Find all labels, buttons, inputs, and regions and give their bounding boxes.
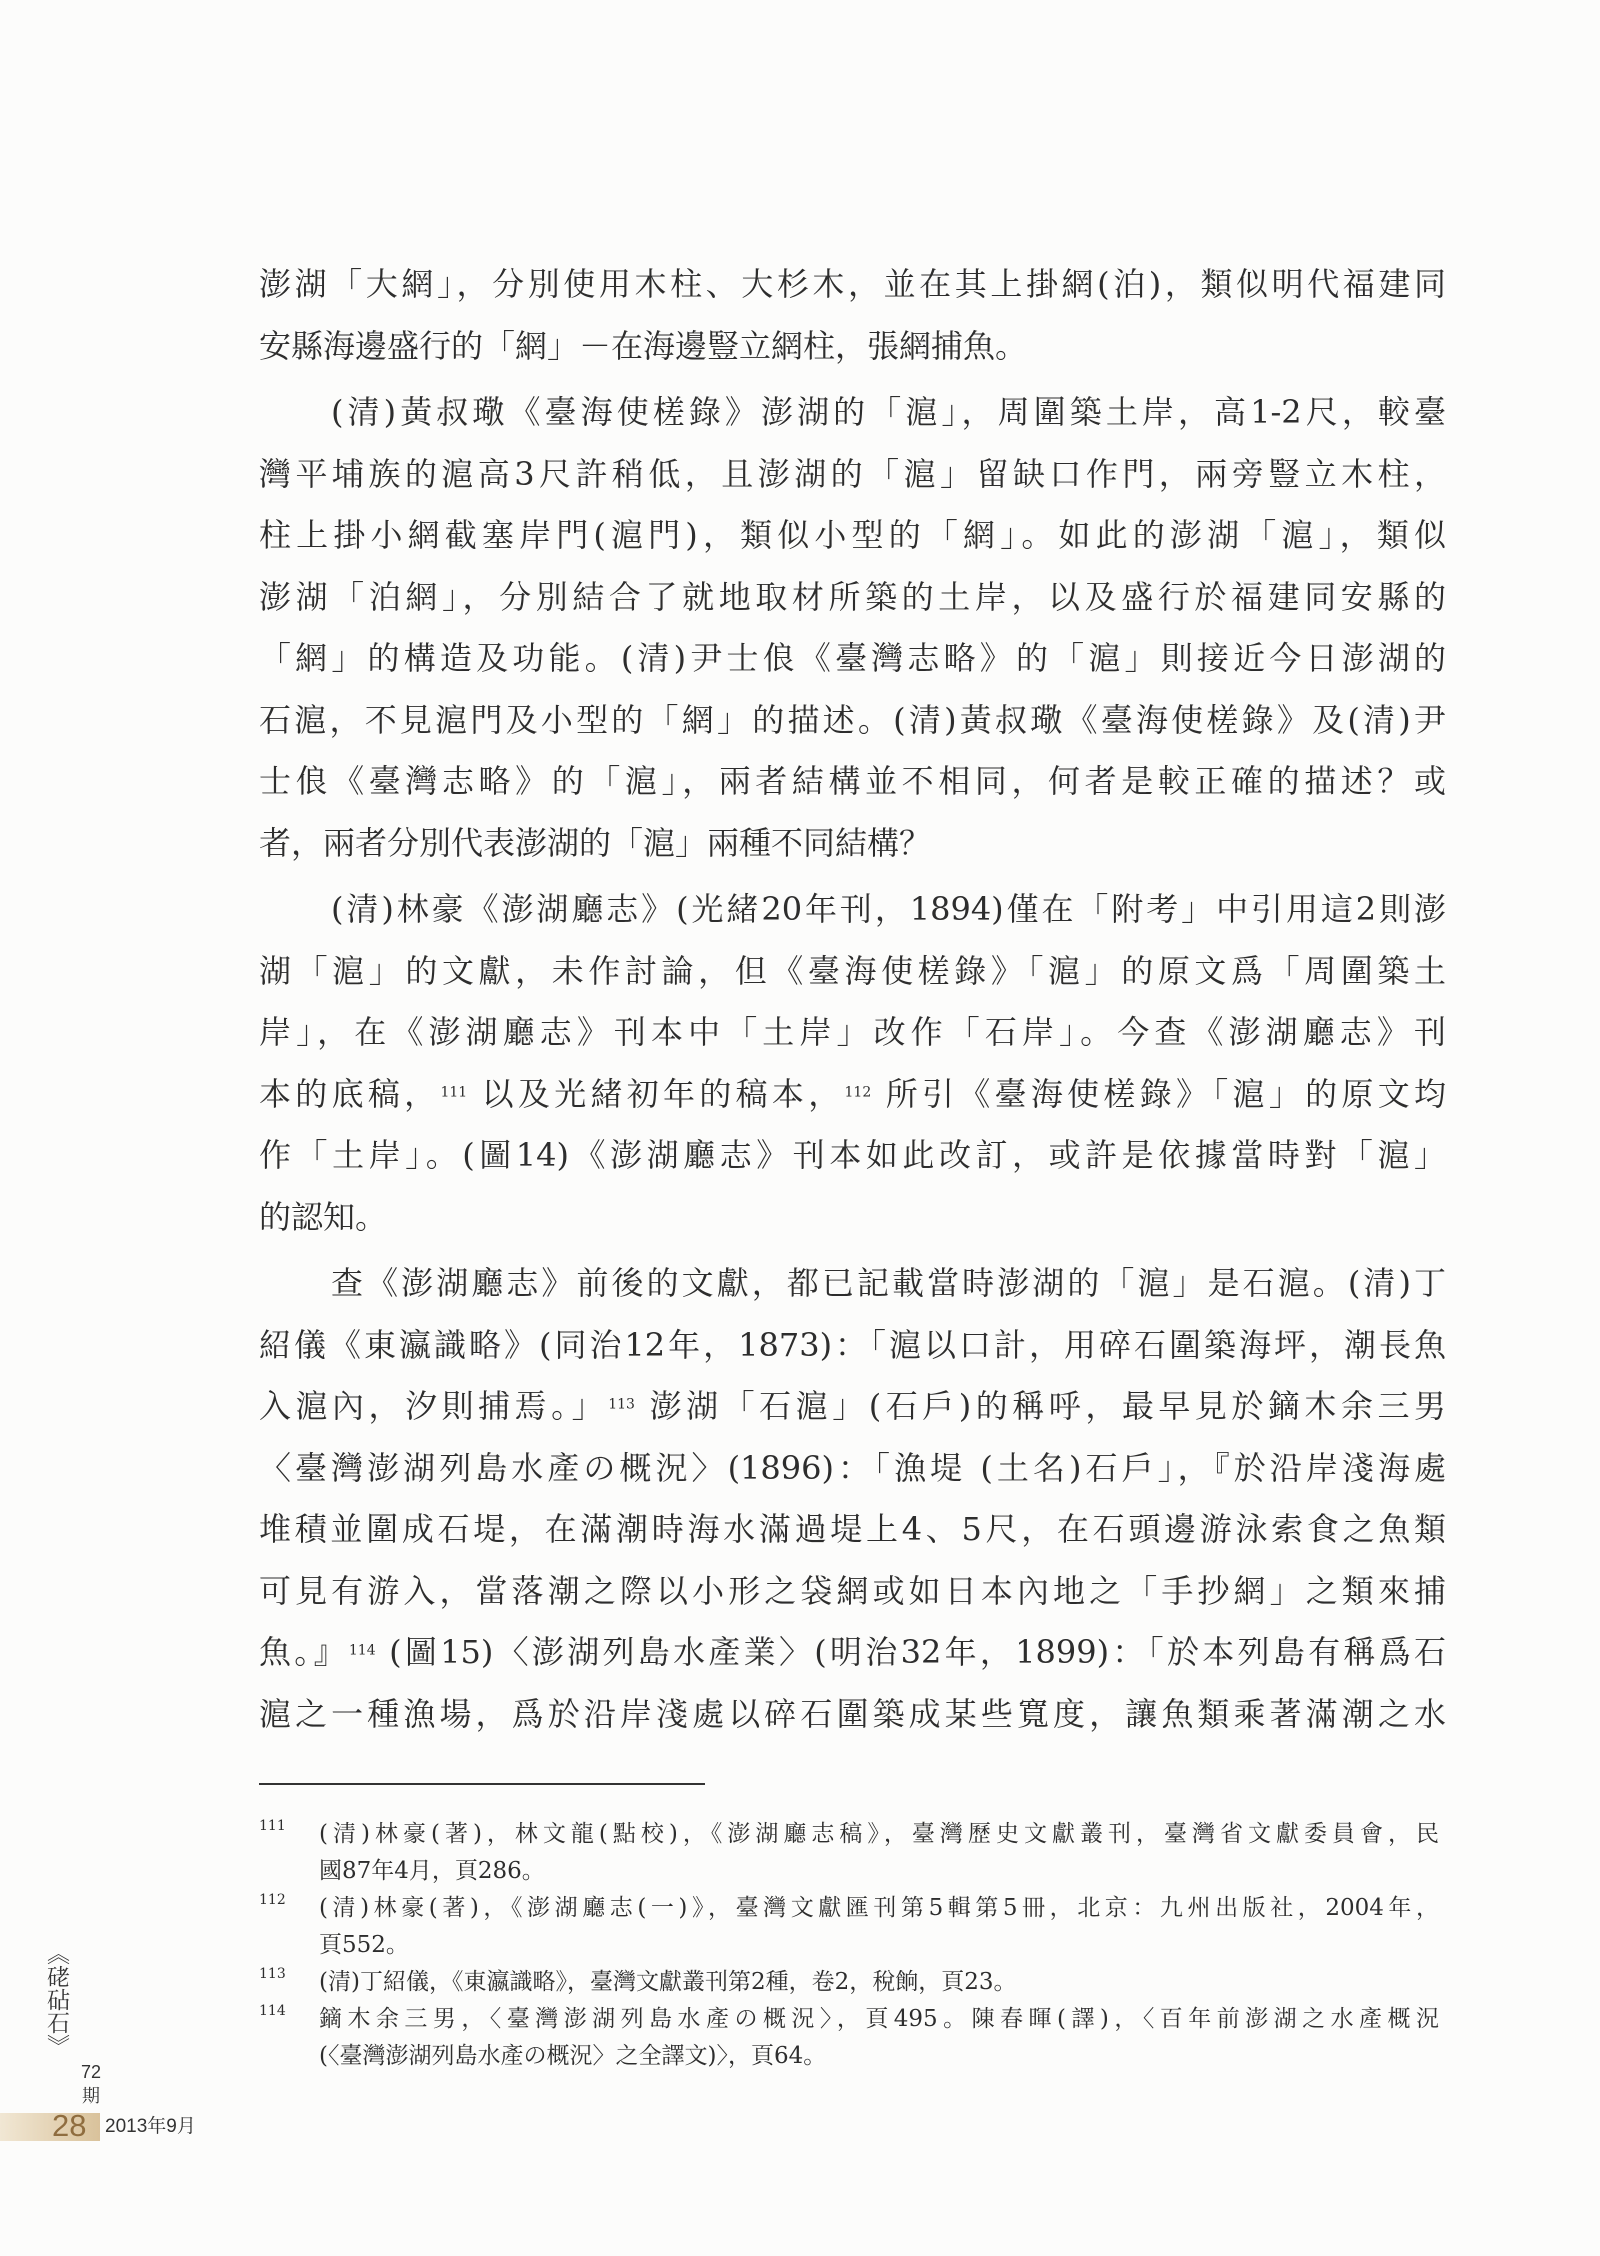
footnote <box>259 1964 1439 2001</box>
footnote-line: 國87年4月，頁286。 <box>319 1858 545 1884</box>
footnote-reference: 114 <box>348 1642 376 1659</box>
text-line: 的認知。 <box>259 1197 388 1236</box>
footnotes <box>259 1816 1439 2075</box>
text-line: 者，兩者分別代表澎湖的「滬」兩種不同結構？ <box>259 823 932 862</box>
text-line: 柱上掛小網截塞岸門(滬門)，類似小型的「網」。如此的澎湖「滬」，類似 <box>259 516 1446 554</box>
text-line: 紹儀《東瀛識略》(同治12年，1873)：「滬以口計，用碎石圍築海坪，潮長魚 <box>259 1325 1446 1364</box>
footnote <box>259 2001 1439 2075</box>
text-segment: 以及光緒初年的稿本， <box>467 1074 845 1113</box>
body-text <box>259 254 1446 1745</box>
footnote-reference: 111 <box>440 1084 468 1101</box>
text-line <box>259 1622 1446 1684</box>
footnote-line: (清)林豪(著)，林文龍(點校)，《澎湖廳志稿》，臺灣歷史文獻叢刊，臺灣省文獻委員會，民 <box>319 1821 1439 1847</box>
text-line: 岸」，在《澎湖廳志》刊本中「土岸」改作「石岸」。今查《澎湖廳志》刊 <box>259 1013 1446 1051</box>
footnote-divider <box>259 1783 705 1785</box>
footnote <box>259 1890 1439 1964</box>
text-line: 石滬，不見滬門及小型的「網」的描述。(清)黃叔璥《臺海使槎錄》及(清)尹 <box>259 700 1446 739</box>
footnote-line: (清)丁紹儀，《東瀛識略》，臺灣文獻叢刊第2種，卷2，稅餉，頁23。 <box>319 1969 1017 1995</box>
text-line: (清)林豪《澎湖廳志》(光緒20年刊，1894)僅在「附考」中引用這2則澎 <box>331 890 1446 928</box>
footnote-number: 111 <box>259 1818 286 1834</box>
footnote-reference: 112 <box>844 1084 872 1101</box>
paragraph <box>259 254 1446 377</box>
text-line: (清)黃叔璥《臺海使槎錄》澎湖的「滬」，周圍築土岸，高1-2尺，較臺 <box>331 393 1446 431</box>
paragraph <box>259 1253 1446 1745</box>
footnote-line: (清)林豪(著)，《澎湖廳志(一)》，臺灣文獻匯刊第5輯第5冊，北京：九州出版社，2004年， <box>319 1895 1439 1921</box>
text-line: 士俍《臺灣志略》的「滬」，兩者結構並不相同，何者是較正確的描述？或 <box>259 762 1446 800</box>
footnote-number: 112 <box>259 1892 286 1908</box>
text-line: 堆積並圍成石堤，在滿潮時海水滿過堤上4、5尺，在石頭邊游泳索食之魚類 <box>259 1510 1446 1548</box>
footnote <box>259 1816 1439 1890</box>
text-line: 查《澎湖廳志》前後的文獻，都已記載當時澎湖的「滬」是石滬。(清)丁 <box>331 1264 1446 1302</box>
text-segment: 魚。』 <box>259 1633 349 1671</box>
footnote-number: 114 <box>259 2003 286 2019</box>
paragraph <box>259 382 1446 874</box>
text-line: 可見有游入，當落潮之際以小形之袋網或如日本內地之「手抄網」之類來捕 <box>259 1571 1446 1610</box>
text-line: 湖「滬」的文獻，未作討論，但《臺海使槎錄》「滬」的原文爲「周圍築土 <box>259 951 1446 990</box>
text-segment: 本的底稿， <box>259 1074 441 1113</box>
text-segment: 所引《臺海使槎錄》「滬」的原文均 <box>871 1074 1446 1113</box>
journal-title: 《硓砧石》 <box>43 1942 69 2057</box>
text-line <box>259 1376 1446 1438</box>
text-line: 〈臺灣澎湖列島水產の概況〉(1896)：「漁堤 (土名)石戶」，『於沿岸淺海處 <box>259 1448 1446 1487</box>
page-number: 28 <box>52 2108 87 2143</box>
text-line: 灣平埔族的滬高3尺許稍低，且澎湖的「滬」留缺口作門，兩旁豎立木柱， <box>259 454 1446 493</box>
text-line: 「網」的構造及功能。(清)尹士俍《臺灣志略》的「滬」則接近今日澎湖的 <box>259 639 1446 677</box>
text-segment: 入滬內，汐則捕焉。」 <box>259 1387 609 1425</box>
text-line: 滬之一種漁場，爲於沿岸淺處以碎石圍築成某些寬度，讓魚類乘著滿潮之水 <box>259 1694 1446 1733</box>
text-segment: 澎湖「石滬」(石戶)的稱呼，最早見於鏑木余三男 <box>634 1387 1446 1425</box>
footnote-line: 頁552。 <box>319 1932 409 1958</box>
footnote-line: 鏑木余三男，〈臺灣澎湖列島水產の概況〉，頁495。陳春暉(譯)，〈百年前澎湖之水產概況 <box>319 2006 1439 2032</box>
issue-date: 2013年9月 <box>105 2116 196 2137</box>
footnote-reference: 113 <box>608 1396 635 1413</box>
paragraph <box>259 879 1446 1248</box>
text-line: 安縣海邊盛行的「網」－在海邊豎立網柱，張網捕魚。 <box>259 326 1028 365</box>
footnote-line: (〈臺灣澎湖列島水產の概況〉之全譯文)〉，頁64。 <box>319 2043 827 2069</box>
text-segment: (圖15)〈澎湖列島水產業〉(明治32年，1899)：「於本列島有稱爲石 <box>375 1633 1446 1671</box>
text-line <box>259 1064 1446 1126</box>
issue-number: 72期 <box>80 2062 102 2106</box>
text-line: 澎湖「泊網」，分別結合了就地取材所築的土岸，以及盛行於福建同安縣的 <box>259 577 1446 616</box>
text-line: 作「土岸」。(圖14)《澎湖廳志》刊本如此改訂，或許是依據當時對「滬」 <box>259 1136 1446 1174</box>
text-line: 澎湖「大網」，分別使用木柱、大杉木，並在其上掛網(泊)，類似明代福建同 <box>259 265 1446 303</box>
footnote-number: 113 <box>259 1966 286 1982</box>
